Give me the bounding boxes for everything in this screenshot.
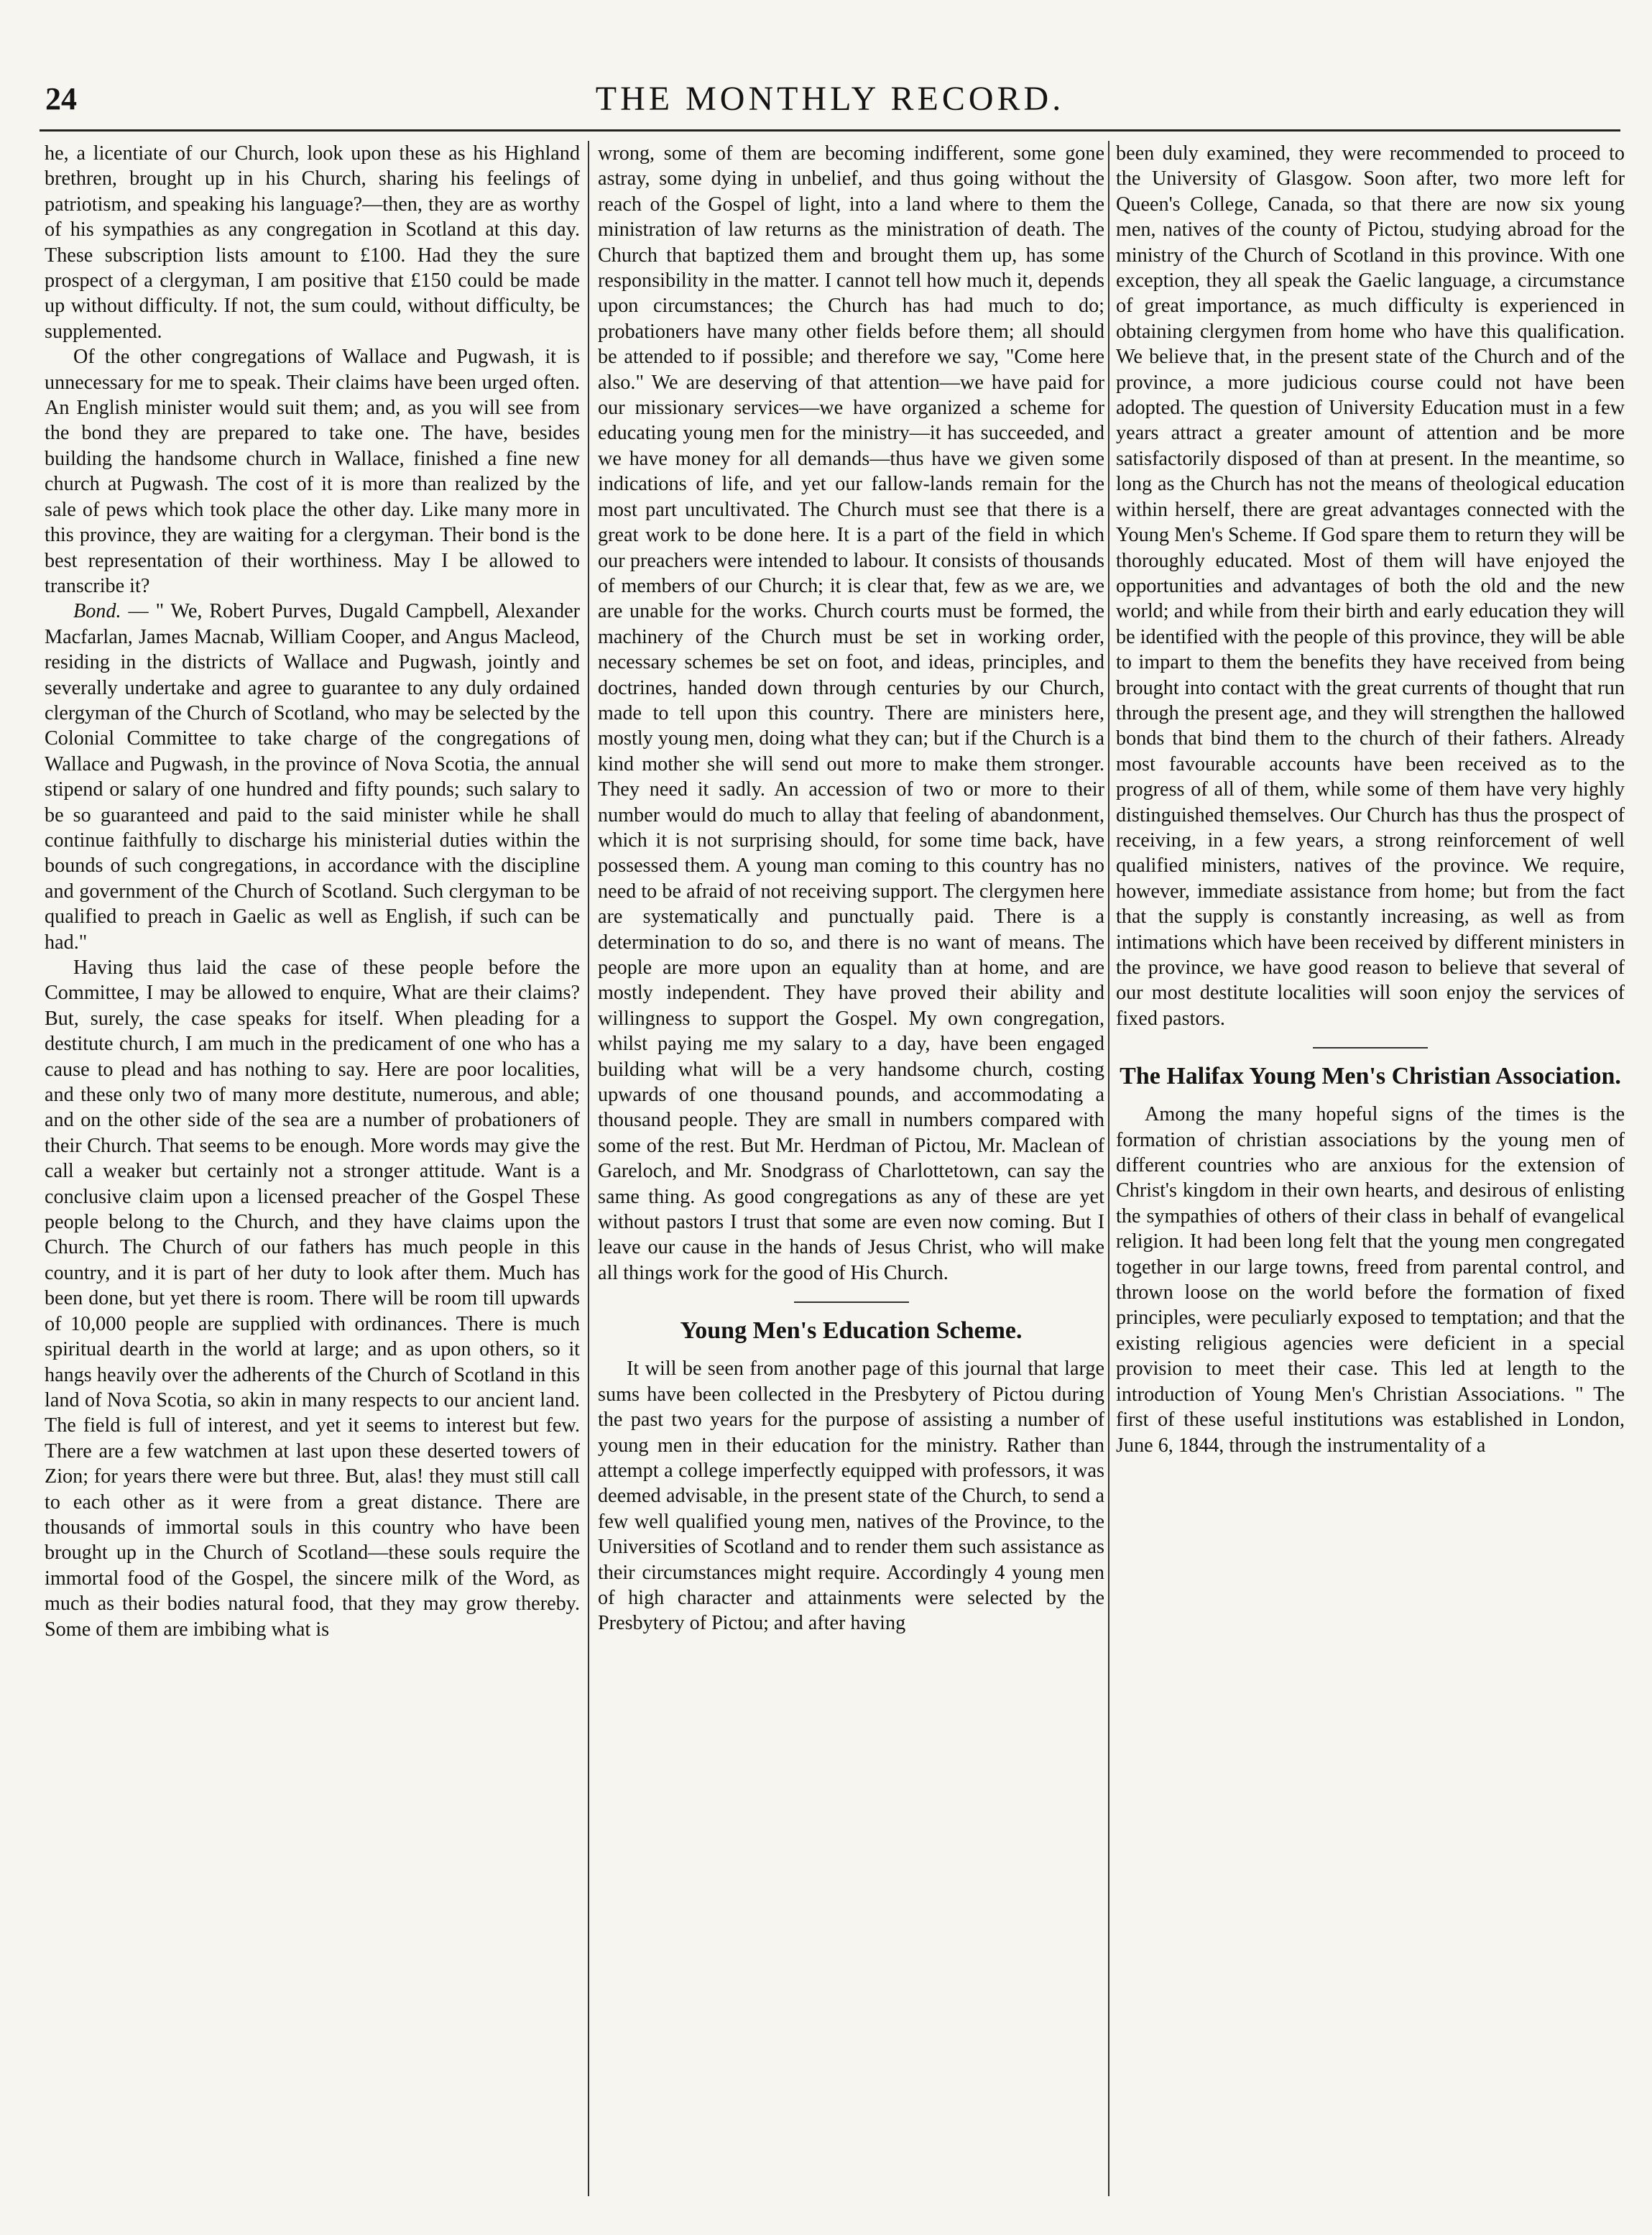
column-2 <box>598 141 1104 2203</box>
paragraph: been duly examined, they were recommended to proceed to the University of Glasgow. Soon after, two more left for Queen's College, Canada, so that there are now six young men, natives of the county of Pictou, studying abroad for the ministry of the Church of Scotland in this province. With one exception, they all speak the Gaelic language, a circumstance of great importance, as much difficulty is experienced in obtaining clergymen from home who have this qualification. We believe that, in the present state of the Church and of the province, a more judicious course could not have been adopted. The question of University Education must in a few years attract a greater amount of attention and be more satisfactorily disposed of than at present. In the meantime, so long as the Church has not the means of theological education within herself, there are great advantages connected with the Young Men's Scheme. If God spare them to return they will be thoroughly educated. Most of them will have enjoyed the opportunities and advantages of both the old and the new world; and while from their birth and early education they will be identified with the people of this province, they will be able to impart to them the benefits they have received from being brought into contact with the great currents of thought that run through the present age, and they will strengthen the hallowed bonds that bind them to the church of their fathers. Already most favourable accounts have been received as to the progress of all of them, while some of them have very highly distinguished themselves. Our Church has thus the prospect of receiving, in a few years, a strong reinforcement of well qualified ministers, natives of the province. We require, however, immediate assistance from home; but from the fact that the supply is constantly increasing, as well as from intimations which have been received by different ministers in the province, we have good reason to believe that several of our most destitute localities will soon enjoy the services of fixed pastors. <box>1116 142 1625 1030</box>
paragraph: It will be seen from another page of this journal that large sums have been collected in the Presbytery of Pictou during the past two years for the purpose of assisting a number of young men in their education for the ministry. Rather than attempt a college imperfectly equipped with professors, it was deemed advisable, in the present state of the Church, to send a few well qualified young men, natives of the Province, to the Universities of Scotland and to render them such assistance as their circumstances might require. Accordingly 4 young men of high character and attainments were selected by the Presbytery of Pictou; and after having <box>598 1358 1104 1635</box>
column-1 <box>45 141 580 2203</box>
bond-paragraph <box>45 599 580 955</box>
paragraph: Of the other congregations of Wallace and Pugwash, it is unnecessary for me to speak. Their claims have been urged often. An English minister would suit them; and, as you will see from the bond they are prepared to take one. The have, besides building the handsome church in Wallace, finished a fine new church at Pugwash. The cost of it is more than realized by the sale of pews which took place the other day. Like many more in this province, they are waiting for a clergyman. Their bond is the best representation of their worthiness. May I be allowed to transcribe it? <box>45 346 580 597</box>
bond-label: Bond. <box>73 600 121 623</box>
page-header <box>40 78 1620 132</box>
page-number: 24 <box>45 81 77 116</box>
section-title: The Halifax Young Men's Christian Association. <box>1120 1063 1621 1090</box>
paragraph: Among the many hopeful signs of the times is the formation of christian associations by the young men of different countries who are anxious for the extension of Christ's kingdom in their own hearts, and desirous of enlisting the sympathies of others of their class in behalf of evangelical religion. It had been long felt that the young men congregated together in our large towns, freed from parental control, and thrown loose on the world before the formation of fixed principles, were peculiarly exposed to temptation; and that the existing religious agencies were deficient in a special provision to meet their case. This led at length to the introduction of Young Men's Christian Associations. " The first of these useful institutions was established in London, June 6, 1844, through the instrumentality of a <box>1116 1103 1625 1457</box>
section-title: Young Men's Education Scheme. <box>680 1317 1023 1345</box>
column-divider-2 <box>1108 141 1109 2196</box>
section-divider <box>1313 1047 1428 1049</box>
paragraph: he, a licentiate of our Church, look upon these as his Highland brethren, brought up in his Church, sharing his feelings of patriotism, and speaking his language?—then, they are as worthy of his sympathies as any congregation in Scotland at this day. These subscription lists amount to £100. Had they the sure prospect of a clergyman, I am positive that £150 could be made up without difficulty. If not, the sum could, without difficulty, be supplemented. <box>45 142 580 343</box>
paragraph: Having thus laid the case of these people before the Committee, I may be allowed to enquire, What are their claims? But, surely, the case speaks for itself. When pleading for a destitute church, I am much in the predicament of one who has a cause to plead and has nothing to say. Here are poor localities, and these only two of many more destitute, numerous, and able; and on the other side of the sea are a number of probationers of their Church. That seems to be enough. More words may give the call a weaker but certainly not a stronger attitude. Want is a conclusive claim upon a licensed preacher of the Gospel These people belong to the Church, and they have claims upon the Church. The Church of our fathers has much people in this country, and it is part of her duty to look after them. Much has been done, but yet there is room. There will be room till upwards of 10,000 people are supplied with ordinances. There is much spiritual dearth in the world at large; and as upon others, so it hangs heavily over the adherents of the Church of Scotland in this land of Nova Scotia, so akin in many respects to our ancient land. The field is full of interest, and yet it seems to interest but few. There are a few watchmen at last upon these deserted towers of Zion; for years there were but three. But, alas! they must still call to each other as it were from a great distance. There are thousands of immortal souls in this country who have been brought up in the Church of Scotland—these souls require the immortal food of the Gospel, the sincere milk of the Word, as much as their bodies natural food, that they may grow thereby. Some of them are imbibing what is <box>45 957 580 1641</box>
bond-text: — " We, Robert Purves, Dugald Campbell, Alexander Macfarlan, James Macnab, William Cooper, and Angus Macleod, residing in the districts of Wallace and Pugwash, jointly and severally undertake and agree to guarantee to any duly ordained clergyman of the Church of Scotland, who may be selected by the Colonial Committee to take charge of the congregations of Wallace and Pugwash, in the province of Nova Scotia, the annual stipend or salary of one hundred and fifty pounds; such salary to be so guaranteed and paid to the said minister while he shall continue faithfully to discharge his ministerial duties within the bounds of such congregations, in accordance with the discipline and government of the Church of Scotland. Such clergyman to be qualified to preach in Gaelic as well as English, if such can be had." <box>45 600 580 954</box>
section-divider <box>794 1301 909 1303</box>
column-divider-1 <box>588 141 589 2196</box>
running-head: THE MONTHLY RECORD. <box>595 80 1065 118</box>
column-3 <box>1116 141 1625 2203</box>
paragraph: wrong, some of them are becoming indifferent, some gone astray, some dying in unbelief, and thus going without the reach of the Gospel of light, into a land where to them the ministration of law returns as the ministration of death. The Church that baptized them and brought them up, has some responsibility in the matter. I cannot tell how much it, depends upon circumstances; the Church has had much to do; probationers have many other fields before them; all should be attended to if possible; and therefore we say, "Come here also." We are deserving of that attention—we have paid for our missionary services—we have organized a scheme for educating young men for the ministry—it has succeeded, and we have money for all demands—thus have we given some indications of life, and yet our fallow-lands remain for the most part uncultivated. The Church must see that there is a great work to be done here. It is a part of the field in which our preachers were intended to labour. It consists of thousands of members of our Church; it is clear that, few as we are, we are unable for the works. Church courts must be formed, the machinery of the Church must be set in working order, necessary schemes be set on foot, and ideas, principles, and doctrines, handed down through centuries by our Church, made to tell upon this country. There are ministers here, mostly young men, doing what they can; but if the Church is a kind mother she will send out more to make them stronger. They need it sadly. An accession of two or more to their number would do much to allay that feeling of abandonment, which it is not surprising should, for some time back, have possessed them. A young man coming to this country has no need to be afraid of not receiving support. The clergymen here are systematically and punctually paid. There is a determination to do so, and there is no want of means. The people are more upon an equality than at home, and are mostly independent. They have proved their ability and willingness to support the Gospel. My own congregation, whilst paying me my salary to a day, have been engaged building what will be a very handsome church, costing upwards of one thousand pounds, and accommodating a thousand people. They are small in numbers compared with some of the rest. But Mr. Herdman of Pictou, Mr. Maclean of Gareloch, and Mr. Snodgrass of Charlottetown, can say the same thing. As good congregations as any of these are yet without pastors I trust that some are even now coming. But I leave our cause in the hands of Jesus Christ, who will make all things work for the good of His Church. <box>598 142 1104 1284</box>
